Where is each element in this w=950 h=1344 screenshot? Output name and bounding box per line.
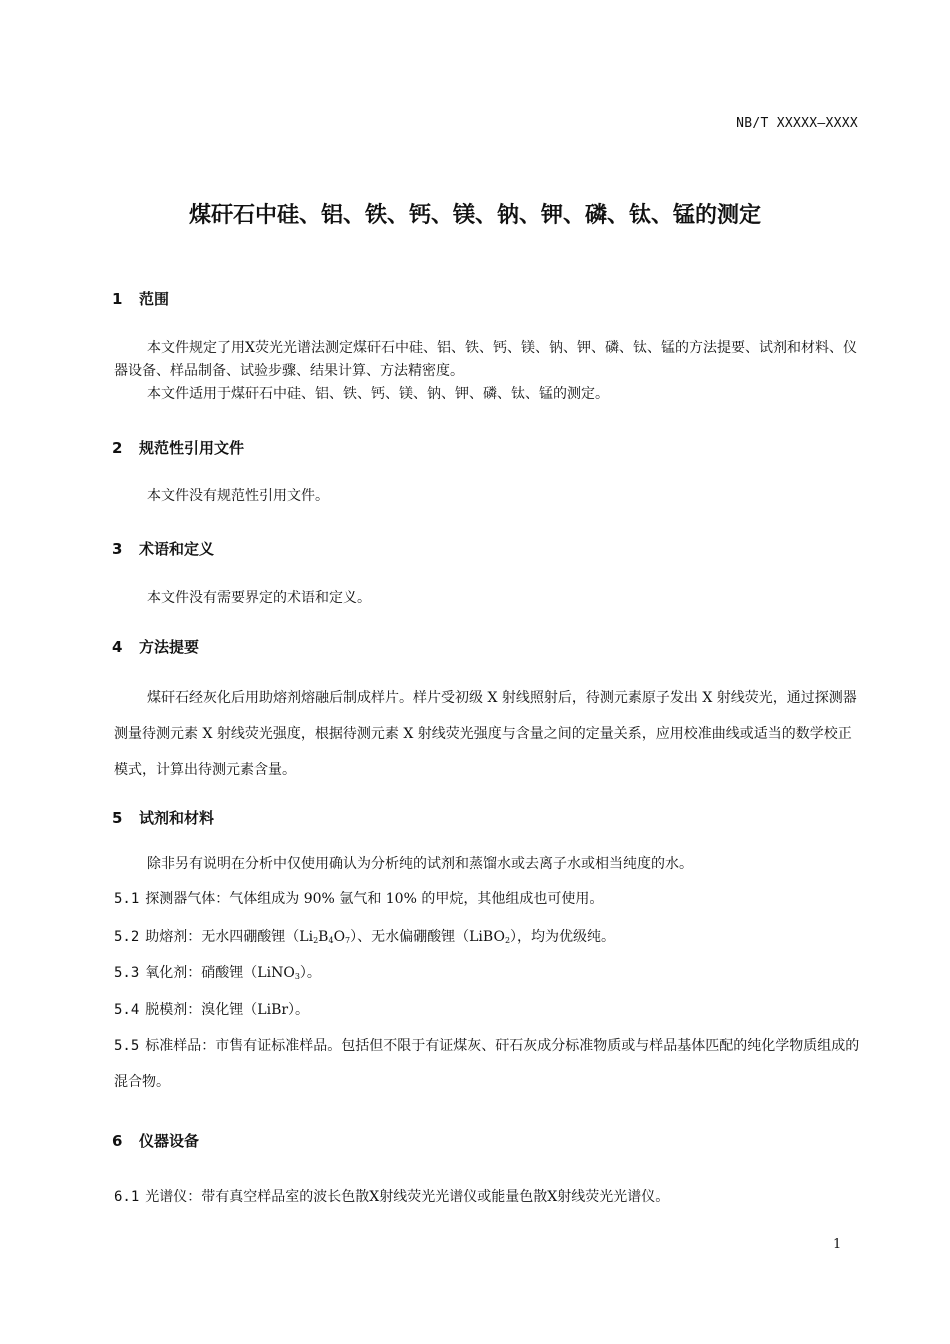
section-title: 术语和定义 [139, 540, 215, 558]
list-item-5-2 [114, 926, 615, 946]
list-item-5-1 [114, 888, 603, 908]
section-3-paragraph: 本文件没有需要界定的术语和定义。 [147, 590, 371, 606]
item-number: 6.1 [114, 1189, 140, 1205]
section-6-heading [112, 1130, 199, 1151]
section-2-paragraph: 本文件没有规范性引用文件。 [147, 488, 329, 504]
section-3-heading [112, 538, 214, 559]
document-title: 煤矸石中硅、铝、铁、钙、镁、钠、钾、磷、钛、锰的测定 [188, 203, 761, 228]
list-item-5-5 [114, 1028, 864, 1100]
section-number: 4 [112, 638, 123, 656]
section-5-heading [112, 807, 214, 828]
item-text: 助熔剂：无水四硼酸锂$(Li_2B_4O_7)$、无水偏硼酸锂（LiBO$_2$），均为优级纯。 [145, 929, 616, 945]
item-number: 5.3 [114, 965, 140, 981]
section-title: 试剂和材料 [139, 809, 215, 827]
section-1-heading [112, 288, 169, 309]
list-item-5-3 [114, 962, 321, 982]
item-number: 5.2 [114, 929, 140, 945]
section-number: 3 [112, 540, 123, 558]
section-number: 6 [112, 1132, 123, 1150]
item-number: 5.4 [114, 1002, 140, 1018]
item-text: 氧化剂：硝酸锂（LiNO$_3$）。 [145, 965, 321, 981]
item-number: 5.1 [114, 891, 140, 907]
item-text: 标准样品：市售有证标准样品。包括但不限于有证煤灰、矸石灰成分标准物质或与样品基体匹配的纯化学物质组成的混合物。 [114, 1038, 860, 1090]
section-title: 仪器设备 [139, 1132, 200, 1150]
section-2-heading [112, 437, 244, 458]
section-title: 方法提要 [139, 638, 200, 656]
section-4-paragraph: 煤矸石经灰化后用助熔剂熔融后制成样片。样片受初级 X 射线照射后，待测元素原子发出 X 射线荧光，通过探测器测量待测元素 X 射线荧光强度，根据待测元素 X 射线荧光强度与含量之间的定量关系，应用校准曲线或适当的数学校正模式，计算出待测元素含量。 [114, 690, 857, 778]
section-1-paragraph-1: 本文件规定了用X荧光光谱法测定煤矸石中硅、铝、铁、钙、镁、钠、钾、磷、钛、锰的方法提要、试剂和材料、仪器设备、样品制备、试验步骤、结果计算、方法精密度。 [114, 340, 857, 379]
section-5-paragraph: 除非另有说明在分析中仅使用确认为分析纯的试剂和蒸馏水或去离子水或相当纯度的水。 [147, 856, 693, 872]
item-text: 脱模剂：溴化锂（LiBr）。 [145, 1002, 310, 1018]
section-number: 1 [112, 290, 123, 308]
list-item-6-1 [114, 1186, 669, 1206]
section-4-heading [112, 636, 199, 657]
item-text: 探测器气体：气体组成为 90% 氩气和 10% 的甲烷，其他组成也可使用。 [145, 891, 604, 907]
list-item-5-4 [114, 999, 309, 1019]
section-1-paragraph-2: 本文件适用于煤矸石中硅、铝、铁、钙、镁、钠、钾、磷、钛、锰的测定。 [147, 386, 609, 402]
page-number: 1 [833, 1237, 842, 1252]
document-code: NB/T XXXXX—XXXX [736, 116, 858, 131]
section-title: 规范性引用文件 [139, 439, 245, 457]
item-text: 光谱仪：带有真空样品室的波长色散X射线荧光光谱仪或能量色散X射线荧光光谱仪。 [145, 1189, 670, 1205]
item-number: 5.5 [114, 1038, 140, 1054]
section-title: 范围 [139, 290, 170, 308]
section-number: 2 [112, 439, 123, 457]
section-number: 5 [112, 809, 123, 827]
